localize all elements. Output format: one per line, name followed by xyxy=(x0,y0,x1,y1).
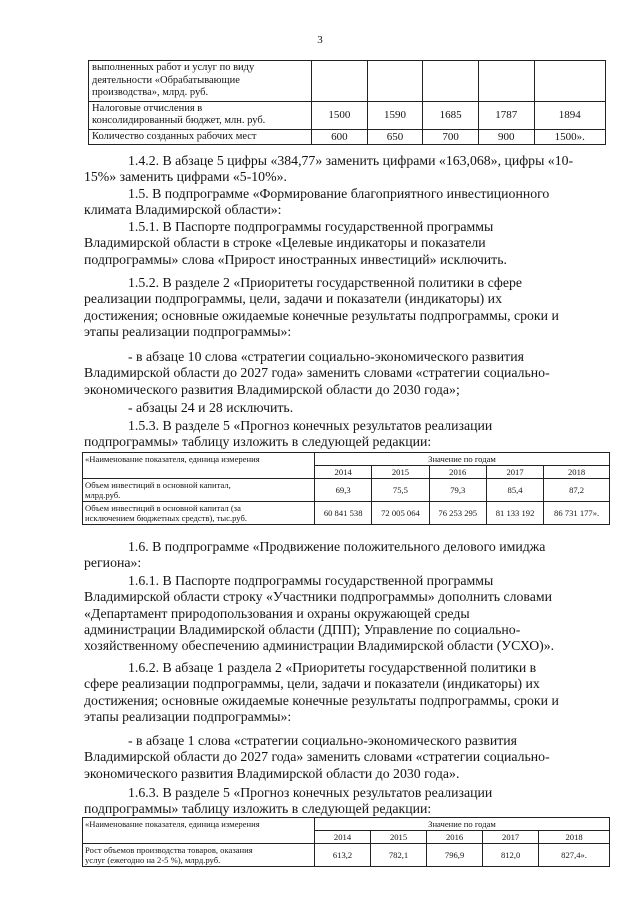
year-header-cell: 2016 xyxy=(429,466,486,479)
text-line: подпрограммы» таблицу изложить в следующей редакции: xyxy=(84,801,432,817)
paragraph-1-6-3 xyxy=(84,785,606,818)
paragraph-1-5-1 xyxy=(84,219,606,268)
value-cell: 1500 xyxy=(312,101,368,129)
investment-results-table xyxy=(82,452,610,525)
row-label-line: Объем инвестиций в основной капитал (за xyxy=(85,503,241,513)
text-line: 1.6. В подпрограмме «Продвижение положительного делового имиджа xyxy=(128,539,546,554)
text-line: 1.5.3. В разделе 5 «Прогноз конечных результатов реализации xyxy=(128,418,493,433)
table2-header-row xyxy=(83,453,610,466)
value-cell: 1787 xyxy=(478,101,534,129)
value-cell: 79,3 xyxy=(429,479,486,502)
text-line: 1.4.2. В абзаце 5 цифры «384,77» заменить цифрами «163,068», цифры «10- xyxy=(128,153,574,168)
row-label-line: услуг (ежегодно на 2-5 %), млрд.руб. xyxy=(85,855,221,865)
text-line: 1.6.1. В Паспорте подпрограммы государственной программы xyxy=(128,573,494,588)
row-label-line: производства», млрд. руб. xyxy=(92,87,209,98)
text-line: экономического развития Владимирской области до 2030 года»; xyxy=(84,381,460,397)
text-line: 15%» заменить цифрами «5-10%». xyxy=(84,169,287,185)
text-line: подпрограммы» таблицу изложить в следующей редакции: xyxy=(84,434,432,450)
value-cell xyxy=(312,61,368,102)
text-line: 1.5.2. В разделе 2 «Приоритеты государственной политики в сфере xyxy=(128,275,522,290)
year-header-cell: 2018 xyxy=(539,831,610,844)
text-line: достижения; основные ожидаемые конечные результаты подпрограммы, сроки и xyxy=(84,307,559,323)
paragraph-1-4-2 xyxy=(84,153,606,186)
text-line: хозяйственному обеспечению администрации Владимирской области (УСХО)». xyxy=(84,638,555,654)
table2-header-label: «Наименование показателя, единица измерения xyxy=(83,453,315,479)
value-cell xyxy=(423,61,479,102)
text-line: экономического развития Владимирской области до 2030 года». xyxy=(84,765,460,781)
value-cell: 69,3 xyxy=(315,479,372,502)
row-label-line: деятельности «Обрабатывающие xyxy=(92,74,240,86)
year-header-cell: 2018 xyxy=(544,466,610,479)
text-line: сфере реализации подпрограммы, цели, задачи и показатели (индикаторы) их xyxy=(84,676,540,692)
table-row xyxy=(89,61,606,102)
paragraph-1-6-2-item-1 xyxy=(84,733,606,782)
value-cell: 700 xyxy=(423,129,479,145)
value-cell: 782,1 xyxy=(371,844,427,867)
value-cell xyxy=(478,61,534,102)
value-cell: 812,0 xyxy=(483,844,539,867)
paragraph-1-5-2-item-2 xyxy=(84,400,606,416)
text-line: - в абзаце 1 слова «стратегии социально-экономического развития xyxy=(128,733,518,748)
value-cell: 60 841 538 xyxy=(315,502,372,525)
table3-header-row xyxy=(83,818,610,831)
table2-body xyxy=(83,453,610,479)
row-label-line: консолидированный бюджет, млн. руб. xyxy=(92,115,266,126)
production-growth-table xyxy=(82,817,610,867)
text-line: Владимирской области до 2027 года» заменить словами «стратегии социально- xyxy=(84,749,550,765)
paragraph-1-6-1 xyxy=(84,573,606,654)
text-line: региона»: xyxy=(84,555,142,571)
year-header-cell: 2014 xyxy=(315,466,372,479)
text-line: - абзацы 24 и 28 исключить. xyxy=(128,400,294,415)
text-line: 1.6.2. В абзаце 1 раздела 2 «Приоритеты государственной политики в xyxy=(128,660,537,675)
row-label xyxy=(83,844,315,867)
year-header-cell: 2017 xyxy=(486,466,543,479)
text-line: администрации Владимирской области (ДПП); Управление по социально- xyxy=(84,621,521,637)
value-cell: 650 xyxy=(367,129,423,145)
top-table-body xyxy=(89,61,606,145)
text-line: этапы реализации подпрограммы»: xyxy=(84,708,292,724)
value-cell: 87,2 xyxy=(544,479,610,502)
year-header-cell: 2014 xyxy=(315,831,371,844)
text-line: реализации подпрограммы, цели, задачи и показатели (индикаторы) их xyxy=(84,291,502,307)
row-label xyxy=(89,129,312,145)
table3-data xyxy=(83,844,610,867)
text-line: этапы реализации подпрограммы»: xyxy=(84,323,292,339)
table-row xyxy=(83,844,610,867)
table2-data xyxy=(83,479,610,525)
row-label-line: исключением бюджетных средств), тыс.руб. xyxy=(85,513,247,523)
paragraph-1-5 xyxy=(84,186,606,219)
table3-body xyxy=(83,818,610,844)
value-cell: 613,2 xyxy=(315,844,371,867)
paragraph-1-6 xyxy=(84,539,606,572)
table-row xyxy=(83,479,610,502)
text-line: Владимирской области в строке «Целевые индикаторы и показатели xyxy=(84,235,486,251)
value-cell xyxy=(534,61,606,102)
value-cell: 75,5 xyxy=(372,479,429,502)
value-cell: 81 133 192 xyxy=(486,502,543,525)
table3-header-group: Значение по годам xyxy=(315,818,610,831)
table2-header-group: Значение по годам xyxy=(315,453,610,466)
text-line: 1.5.1. В Паспорте подпрограммы государственной программы xyxy=(128,219,494,234)
value-cell: 85,4 xyxy=(486,479,543,502)
row-label xyxy=(89,101,312,129)
paragraph-1-5-3 xyxy=(84,418,606,451)
row-label xyxy=(83,479,315,502)
year-header-cell: 2015 xyxy=(371,831,427,844)
text-line: 1.5. В подпрограмме «Формирование благоприятного инвестиционного xyxy=(128,186,550,201)
text-line: 1.6.3. В разделе 5 «Прогноз конечных результатов реализации xyxy=(128,785,493,800)
row-label-line: Рост объемов производства товаров, оказания xyxy=(85,845,253,855)
table3-header-label: «Наименование показателя, единица измерения xyxy=(83,818,315,844)
value-cell: 900 xyxy=(478,129,534,145)
row-label-line: млрд.руб. xyxy=(85,490,121,500)
value-cell: 827,4». xyxy=(539,844,610,867)
table-row xyxy=(89,129,606,145)
row-label-line: выполненных работ и услуг по виду xyxy=(92,62,255,73)
row-label-line: Количество созданных рабочих мест xyxy=(92,130,257,142)
value-cell: 76 253 295 xyxy=(429,502,486,525)
year-header-cell: 2016 xyxy=(427,831,483,844)
paragraph-1-6-2 xyxy=(84,660,606,725)
text-line: климата Владимирской области»: xyxy=(84,202,282,218)
text-line: Владимирской области строку «Участники подпрограммы» дополнить словами xyxy=(84,589,552,605)
row-label xyxy=(83,502,315,525)
paragraph-1-5-2 xyxy=(84,275,606,340)
value-cell: 796,9 xyxy=(427,844,483,867)
text-line: - в абзаце 10 слова «стратегии социально-экономического развития xyxy=(128,349,524,364)
row-label-line: Объем инвестиций в основной капитал, xyxy=(85,480,231,490)
value-cell xyxy=(367,61,423,102)
paragraph-1-5-2-item-1 xyxy=(84,349,606,398)
table-row xyxy=(83,502,610,525)
value-cell: 1894 xyxy=(534,101,606,129)
text-line: «Департамент природопользования и охраны окружающей среды xyxy=(84,605,470,621)
text-line: Владимирской области до 2027 года» заменить словами «стратегии социально- xyxy=(84,365,550,381)
value-cell: 72 005 064 xyxy=(372,502,429,525)
value-cell: 86 731 177». xyxy=(544,502,610,525)
year-header-cell: 2015 xyxy=(372,466,429,479)
page-number: 3 xyxy=(317,34,323,46)
text-line: подпрограммы» слова «Прирост иностранных инвестиций» исключить. xyxy=(84,251,507,267)
value-cell: 1590 xyxy=(367,101,423,129)
value-cell: 1500». xyxy=(534,129,606,145)
top-indicators-table xyxy=(88,60,606,145)
year-header-cell: 2017 xyxy=(483,831,539,844)
table-row xyxy=(89,101,606,129)
value-cell: 1685 xyxy=(423,101,479,129)
value-cell: 600 xyxy=(312,129,368,145)
row-label-line: Налоговые отчисления в xyxy=(92,102,203,114)
row-label xyxy=(89,61,312,102)
text-line: достижения; основные ожидаемые конечные результаты подпрограммы, сроки и xyxy=(84,692,559,708)
